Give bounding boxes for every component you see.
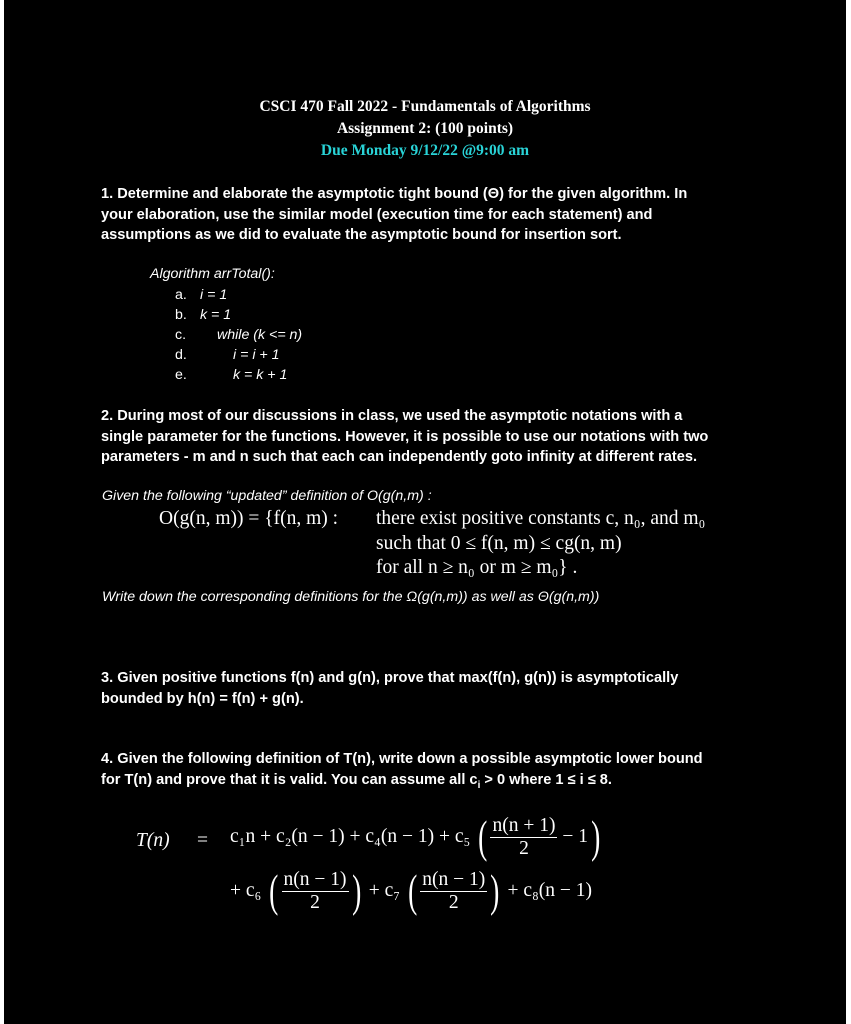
- step-label: d.: [175, 347, 187, 363]
- step-statement: k = 1: [200, 307, 232, 323]
- q2-given-text: Given the following “updated” definition of O(g(n,m) :: [102, 488, 432, 504]
- equation-row-1: c₁n + c₂(n − 1) + c₄(n − 1) + c₅ ( $\frac{n(n + 1)}{2}$ − 1): [230, 811, 601, 862]
- algorithm-title: Algorithm arrTotal():: [150, 266, 275, 282]
- course-title: CSCI 470 Fall 2022 - Fundamentals of Algorithms: [259, 98, 591, 115]
- question-3: [101, 668, 751, 709]
- question-2: [101, 406, 751, 468]
- equation-lhs: T(n): [136, 830, 170, 851]
- q2-write-text: Write down the corresponding definitions for the Ω(g(n,m)) as well as Θ(g(n,m)): [102, 589, 600, 605]
- definition-lhs: O(g(n, m)) = {f(n, m) :: [159, 508, 339, 529]
- due-date: Due Monday 9/12/22 @9:00 am: [320, 142, 530, 159]
- q2-line-2: single parameter for the functions. However, it is possible to use our notations with two: [101, 428, 709, 445]
- q1-line-1: 1. Determine and elaborate the asymptotic tight bound (Θ) for the given algorithm. In: [101, 186, 688, 202]
- step-statement: k = k + 1: [233, 367, 288, 383]
- step-label: e.: [175, 367, 187, 383]
- q1-line-3: assumptions as we did to evaluate the asymptotic bound for insertion sort.: [101, 227, 622, 243]
- q4-line-1: 4. Given the following definition of T(n), write down a possible asymptotic lower bound: [101, 751, 703, 767]
- step-label: b.: [175, 307, 187, 323]
- question-4: [101, 749, 751, 796]
- question-1: [101, 184, 751, 246]
- equation-row-2: + c₆ ( $\frac{n(n - 1)}{2}$ ) + c₇ ( $\frac{n(n - 1)}{2}$ ) + c₈(n − 1): [230, 865, 593, 916]
- equation-equals: =: [197, 830, 208, 851]
- q3-line-2: bounded by h(n) = f(n) + g(n).: [101, 690, 304, 707]
- step-statement: while (k <= n): [217, 327, 303, 343]
- step-label: a.: [175, 287, 187, 303]
- document-page: [4, 0, 846, 1024]
- step-label: c.: [175, 327, 187, 343]
- q3-line-1: 3. Given positive functions f(n) and g(n), prove that max(f(n), g(n)) is asymptotically: [101, 670, 679, 686]
- step-statement: i = i + 1: [233, 347, 280, 363]
- q2-line-3: parameters - m and n such that each can independently goto infinity at different rates.: [101, 449, 698, 465]
- q2-line-1: 2. During most of our discussions in class, we used the asymptotic notations with a: [101, 408, 683, 424]
- definition-line-3: for all n ≥ n₀ or m ≥ m₀} .: [376, 557, 578, 578]
- step-statement: i = 1: [200, 287, 228, 303]
- assignment-title: Assignment 2: (100 points): [336, 120, 514, 137]
- definition-line-2: such that 0 ≤ f(n, m) ≤ cg(n, m): [376, 533, 622, 554]
- definition-line-1: there exist positive constants c, n₀, and m₀: [376, 508, 706, 529]
- q4-line-2: for T(n) and prove that it is valid. You can assume all $c_i > 0$ where 1 ≤ i ≤ 8.: [101, 771, 612, 791]
- q1-line-2: your elaboration, use the similar model (execution time for each statement) and: [101, 206, 653, 223]
